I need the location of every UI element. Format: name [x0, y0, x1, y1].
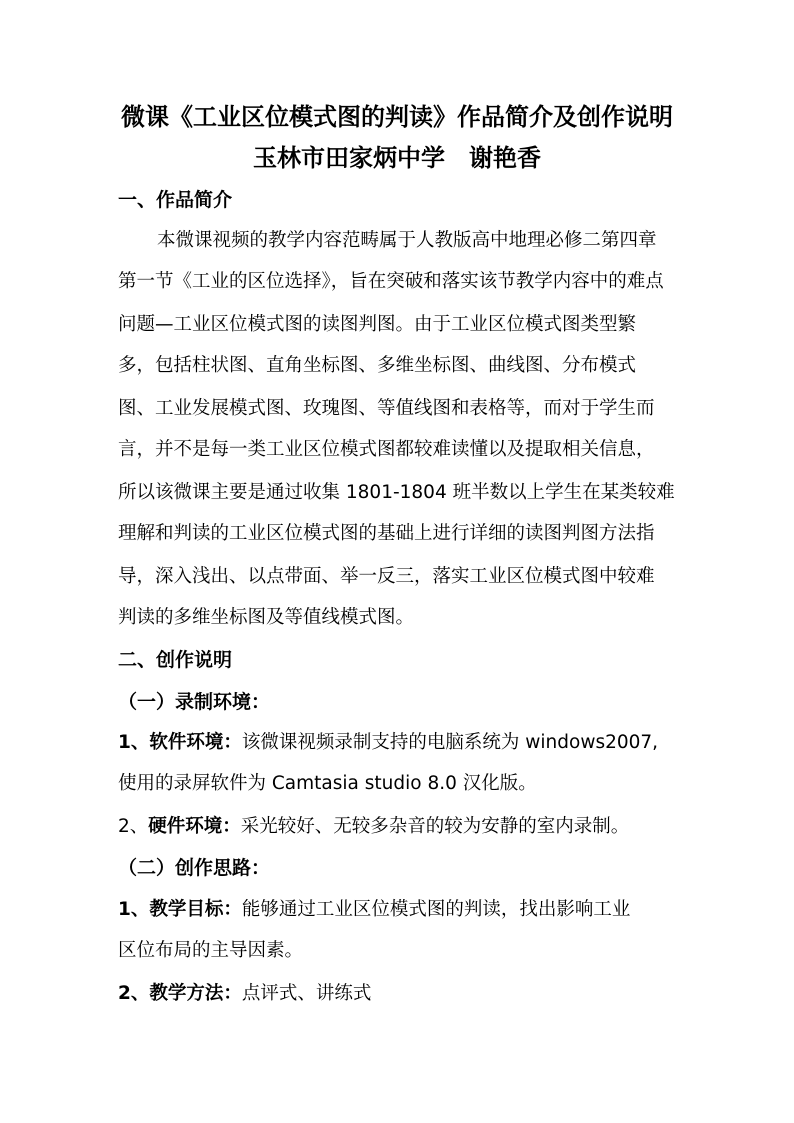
item-label: 1、软件环境：: [118, 732, 242, 753]
paragraph-line: 导，深入浅出、以点带面、举一反三，落实工业区位模式图中较难: [118, 566, 655, 587]
item-text: 点评式、讲练式: [241, 983, 372, 1004]
paragraph-line: 问题—工业区位模式图的读图判图。由于工业区位模式图类型繁: [118, 314, 637, 335]
paragraph-line: 判读的多维坐标图及等值线模式图。: [118, 607, 415, 628]
item-text: 该微课视频录制支持的电脑系统为 windows2007,: [241, 732, 659, 753]
item-label: 1、教学目标：: [118, 899, 242, 920]
teaching-goal-continued: 区位布局的主导因素。: [118, 940, 304, 961]
subheading-creation-ideas: （二）创作思路：: [118, 857, 271, 879]
teaching-method-item: [118, 982, 371, 1006]
paragraph-line: 所以该微课主要是通过收集 1801-1804 班半数以上学生在某类较难: [118, 482, 675, 503]
item-number: 2、: [118, 816, 149, 837]
subheading-recording-env: （一）录制环境：: [118, 691, 271, 713]
paragraph-line: 图、工业发展模式图、玫瑰图、等值线图和表格等，而对于学生而: [118, 398, 655, 419]
paragraph-line: 本微课视频的教学内容范畴属于人教版高中地理必修二第四章: [157, 230, 657, 251]
document-title: 微课《工业区位模式图的判读》作品简介及创作说明: [121, 103, 673, 131]
teaching-goal-item: [118, 898, 630, 922]
section-heading-creation: 二、创作说明: [118, 649, 233, 671]
paragraph-line: 多，包括柱状图、直角坐标图、多维坐标图、曲线图、分布模式: [118, 355, 637, 376]
hardware-env-item: [118, 815, 629, 839]
software-env-continued: 使用的录屏软件为 Camtasia studio 8.0 汉化版。: [118, 773, 537, 794]
paragraph-line: 理解和判读的工业区位模式图的基础上进行详细的读图判图方法指: [118, 523, 655, 544]
item-label: 2、教学方法：: [118, 983, 242, 1004]
item-label: 硬件环境：: [148, 816, 241, 837]
paragraph-line: 言，并不是每一类工业区位模式图都较难读懂以及提取相关信息，: [118, 439, 655, 460]
software-env-item: [118, 731, 658, 755]
item-text: 能够通过工业区位模式图的判读，找出影响工业: [241, 899, 631, 920]
author-line: 玉林市田家炳中学 谢艳香: [253, 144, 541, 172]
paragraph-line: 第一节《工业的区位选择》，旨在突破和落实该节教学内容中的难点: [118, 271, 664, 292]
item-text: 采光较好、无较多杂音的较为安静的室内录制。: [240, 816, 630, 837]
section-heading-intro: 一、作品简介: [118, 189, 233, 211]
